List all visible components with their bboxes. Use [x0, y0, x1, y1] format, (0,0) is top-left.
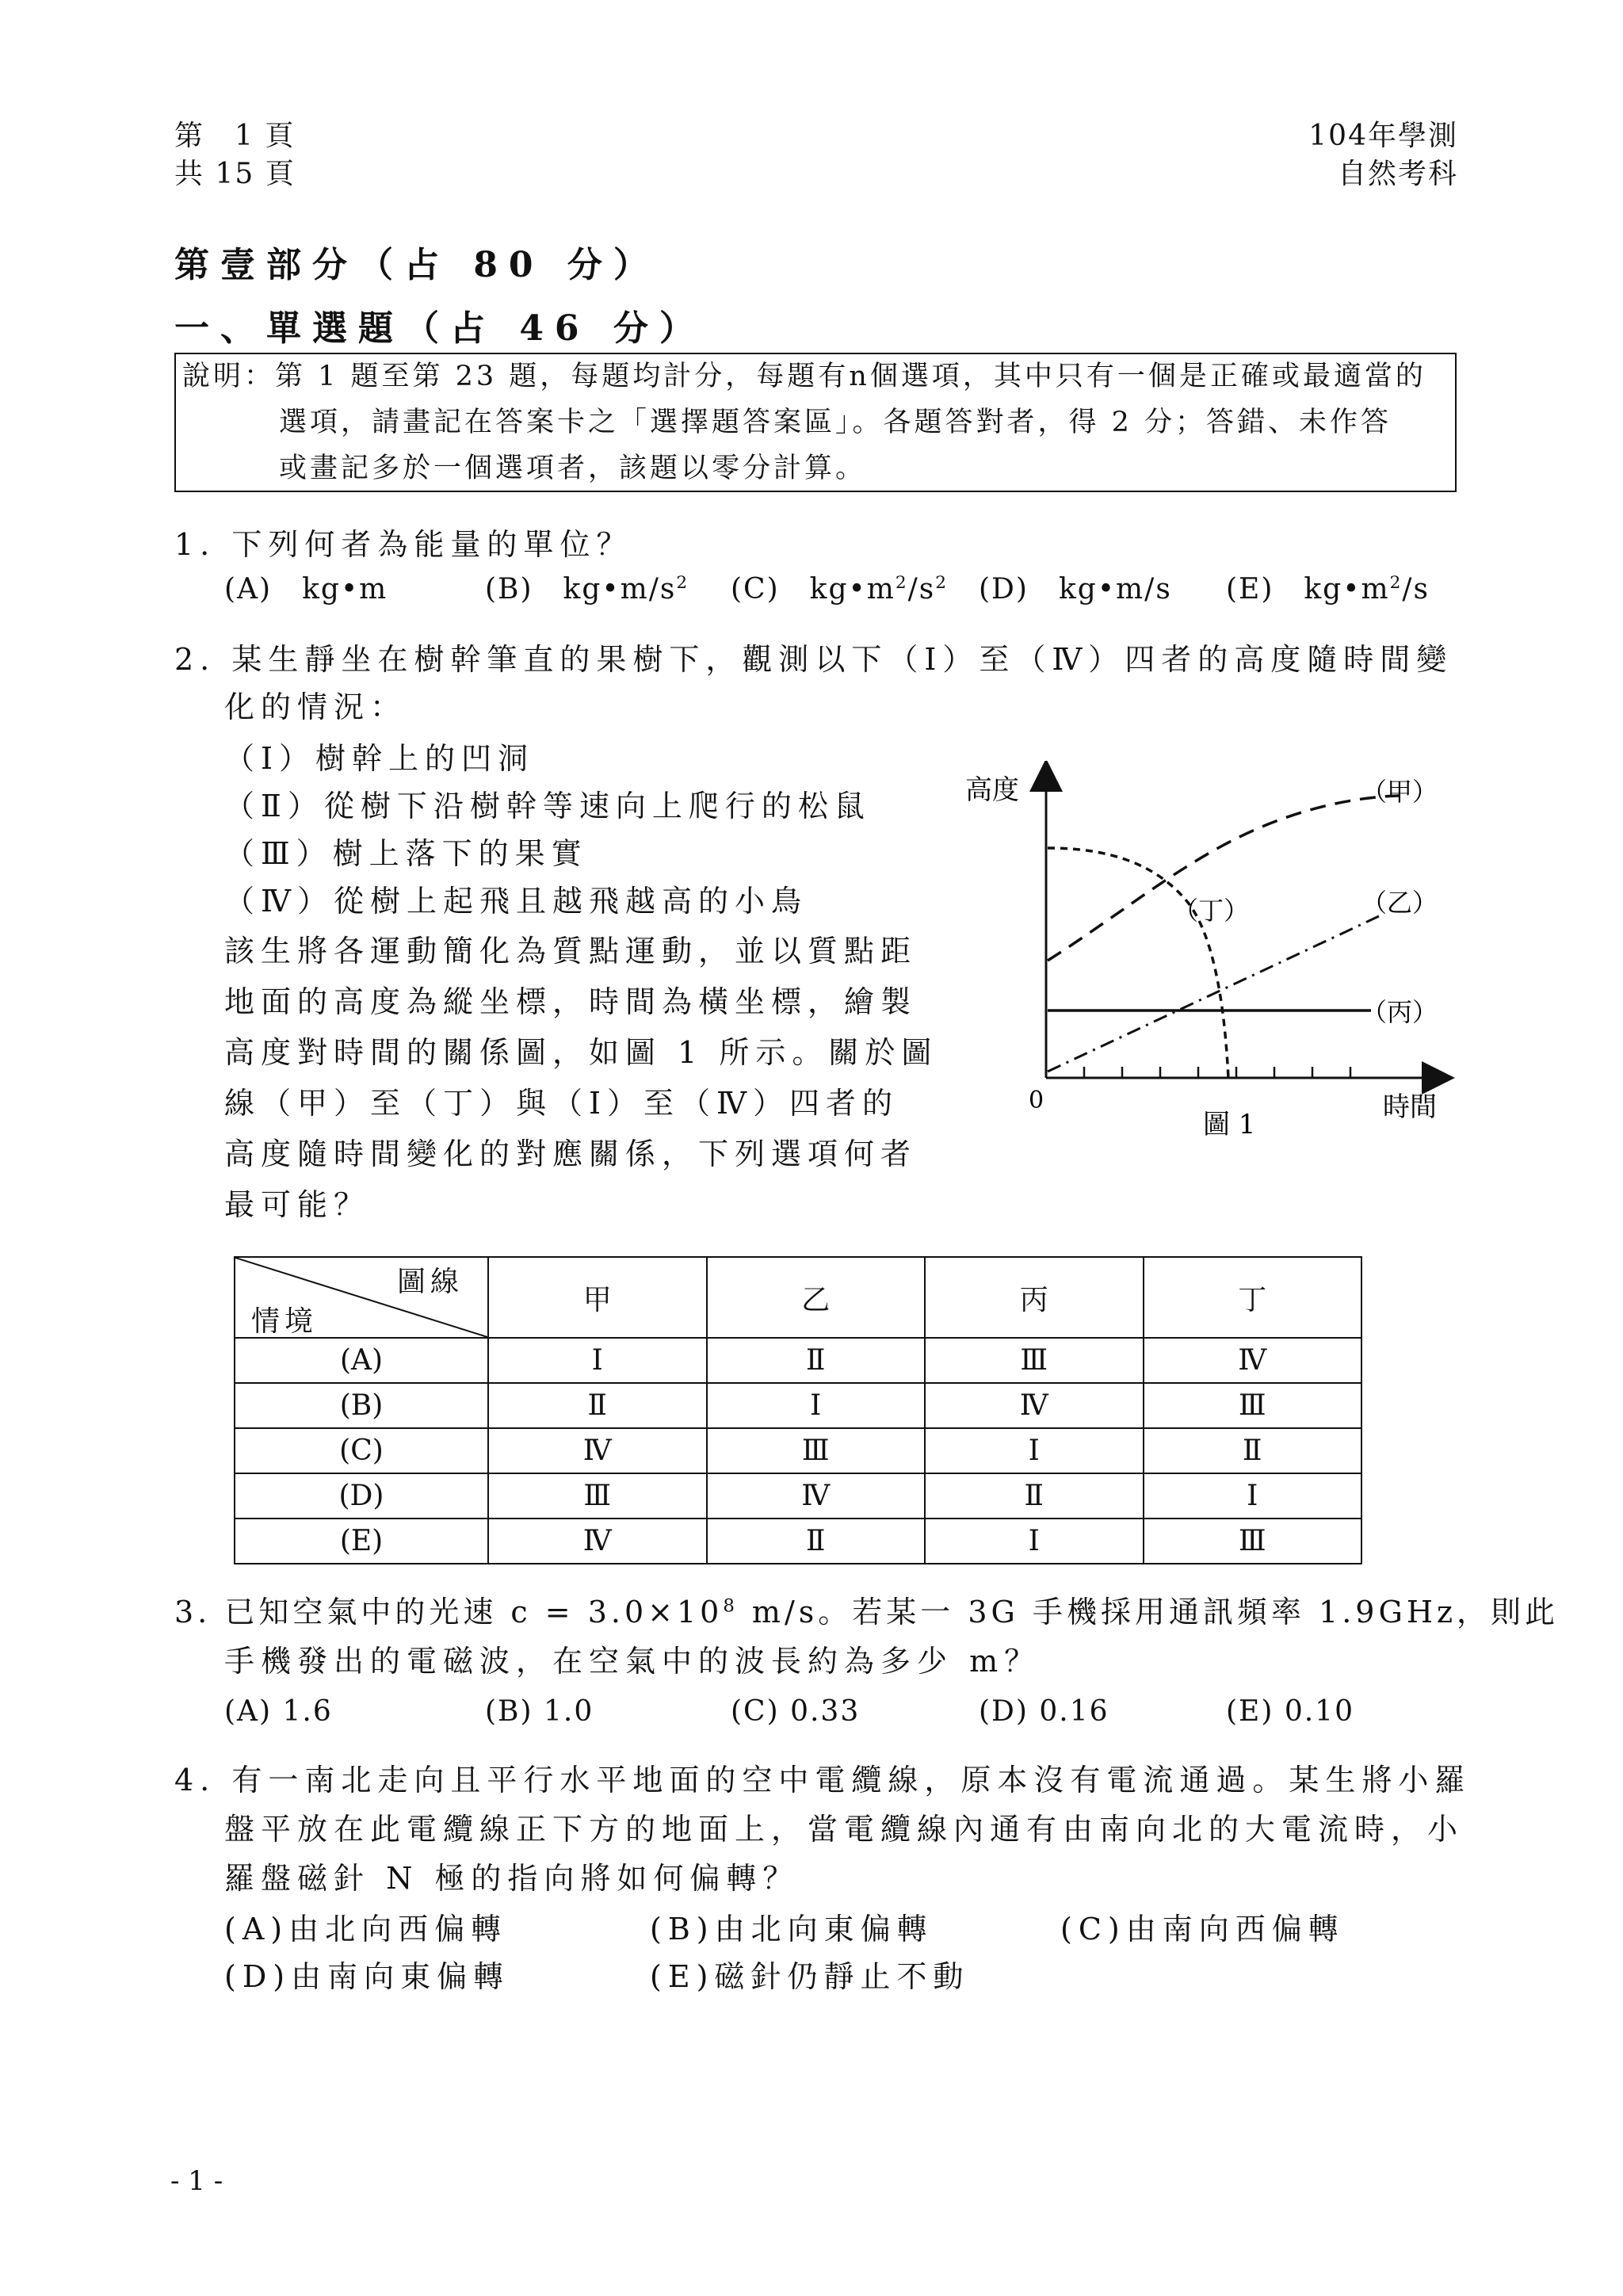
- x-axis-label: 時間: [1383, 1091, 1437, 1123]
- table-header-jia: 甲: [488, 1257, 707, 1338]
- table-cell: Ⅳ: [925, 1383, 1144, 1428]
- table-cell: Ⅲ: [1144, 1519, 1362, 1564]
- q2-item-2: （Ⅱ）從樹下沿樹幹等速向上爬行的松鼠: [224, 789, 871, 823]
- q4-option-d: (D)由南向東偏轉: [224, 1959, 510, 1994]
- table-cell: Ⅲ: [1144, 1383, 1362, 1428]
- table-cell: Ⅳ: [488, 1519, 707, 1564]
- table-row: [235, 1519, 1361, 1564]
- corner-label-curve: 圖線: [396, 1266, 464, 1298]
- table-header-yi: 乙: [707, 1257, 926, 1338]
- q1-option-c: (C) $kg•m^2/s^2$: [731, 573, 948, 606]
- table-cell: Ⅲ: [488, 1473, 707, 1519]
- q2-para-line-5: 高度隨時間變化的對應關係，下列選項何者: [224, 1137, 918, 1171]
- q4-option-c: (C)由南向西偏轉: [1060, 1912, 1345, 1946]
- q2-item-1: （Ⅰ）樹幹上的凹洞: [224, 741, 535, 776]
- curve-label-bing: （丙）: [1361, 997, 1438, 1027]
- q1-option-d: (D) kg•m/s: [979, 573, 1172, 606]
- table-cell: Ⅰ: [1144, 1473, 1362, 1519]
- q3-option-a: (A) 1.6: [224, 1695, 333, 1728]
- table-cell: Ⅰ: [488, 1338, 707, 1383]
- table-cell: Ⅰ: [925, 1428, 1144, 1473]
- q2-para-line-2: 地面的高度為縱坐標，時間為橫坐標，繪製: [224, 984, 918, 1019]
- table-header-ding: 丁: [1144, 1257, 1362, 1338]
- row-label: (D): [235, 1473, 488, 1519]
- x-axis-ticks: [1084, 1067, 1350, 1078]
- row-label: (C): [235, 1428, 488, 1473]
- q2-stem-line-2: 化的情況：: [224, 690, 407, 724]
- row-label: (B): [235, 1383, 488, 1428]
- row-label: (A): [235, 1338, 488, 1383]
- corner-label-scenario: 情境: [251, 1305, 319, 1338]
- table-row: [235, 1428, 1361, 1473]
- q3-option-d: (D) 0.16: [979, 1695, 1109, 1728]
- table-cell: Ⅱ: [1144, 1428, 1362, 1473]
- table-cell: Ⅰ: [925, 1519, 1144, 1564]
- q4-stem-line-3: 羅盤磁針 N 極的指向將如何偏轉？: [224, 1861, 800, 1896]
- q2-answer-table: [234, 1256, 1362, 1564]
- table-corner-cell: [235, 1257, 488, 1338]
- q2-para-line-4: 線（甲）至（丁）與（Ⅰ）至（Ⅳ）四者的: [224, 1086, 899, 1121]
- table-cell: Ⅳ: [488, 1428, 707, 1473]
- q4-option-a: (A)由北向西偏轉: [224, 1912, 508, 1946]
- q3-option-e: (E) 0.10: [1226, 1695, 1354, 1728]
- q1-stem: 1. 下列何者為能量的單位？: [174, 527, 633, 562]
- table-row: [235, 1383, 1361, 1428]
- table-cell: Ⅲ: [925, 1338, 1144, 1383]
- curve-label-yi: （乙）: [1361, 888, 1438, 918]
- curve-yi: [1048, 916, 1379, 1072]
- q2-para-line-6: 最可能？: [224, 1187, 371, 1222]
- table-cell: Ⅳ: [1144, 1338, 1362, 1383]
- q4-stem-line-1: 4. 有一南北走向且平行水平地面的空中電纜線，原本沒有電流通過。某生將小羅: [174, 1763, 1472, 1797]
- row-label: (E): [235, 1519, 488, 1564]
- footer-page-number: - 1 -: [170, 2165, 223, 2197]
- q2-stem-line-1: 2. 某生靜坐在樹幹筆直的果樹下，觀測以下（Ⅰ）至（Ⅳ）四者的高度隨時間變: [174, 642, 1453, 677]
- table-cell: Ⅲ: [707, 1428, 926, 1473]
- q4-option-b: (B)由北向東偏轉: [650, 1912, 934, 1946]
- page-number-label: 第 1 頁: [174, 120, 296, 152]
- q2-para-line-1: 該生將各運動簡化為質點運動，並以質點距: [224, 934, 918, 968]
- q3-option-b: (B) 1.0: [485, 1695, 594, 1728]
- instructions-line-1: 說明：第 1 題至第 23 題，每題均計分，每題有n個選項，其中只有一個是正確或最適當的: [182, 361, 1426, 392]
- total-pages-label: 共 15 頁: [174, 158, 296, 190]
- instructions-line-3: 或畫記多於一個選項者，該題以零分計算。: [279, 453, 867, 484]
- part-title: 第壹部分（占 80 分）: [174, 245, 659, 285]
- q3-stem-line-1: 3. 已知空氣中的光速 $c = 3.0\times 10^8$ m/s。若某一 3G 手機採用通訊頻率 1.9GHz，則此: [174, 1595, 1559, 1629]
- curve-label-ding: （丁）: [1173, 896, 1250, 926]
- exam-name: 104年學測: [1308, 120, 1458, 152]
- section-title: 一、單選題（占 46 分）: [174, 308, 705, 349]
- curve-jia: [1048, 796, 1399, 961]
- q3-option-c: (C) 0.33: [731, 1695, 861, 1728]
- origin-label: 0: [1029, 1087, 1044, 1114]
- q2-para-line-3: 高度對時間的關係圖，如圖 1 所示。關於圖: [224, 1035, 938, 1070]
- q4-stem-line-2: 盤平放在此電纜線正下方的地面上，當電纜線內通有由南向北的大電流時，小: [224, 1812, 1465, 1847]
- table-row: [235, 1338, 1361, 1383]
- subject-name: 自然考科: [1337, 158, 1458, 190]
- instructions-line-2: 選項，請畫記在答案卡之「選擇題答案區」。各題答對者，得 2 分；答錯、未作答: [279, 407, 1392, 438]
- q1-option-e: (E) $kg•m^2/s$: [1226, 573, 1430, 606]
- curve-ding: [1048, 848, 1228, 1078]
- table-cell: Ⅰ: [707, 1383, 926, 1428]
- table-cell: Ⅱ: [707, 1338, 926, 1383]
- instructions-box: [174, 353, 1457, 492]
- q1-option-b: (B) $kg•m/s^2$: [485, 573, 689, 606]
- table-cell: Ⅳ: [707, 1473, 926, 1519]
- table-row: [235, 1473, 1361, 1519]
- q3-stem-line-2: 手機發出的電磁波，在空氣中的波長約為多少 m？: [224, 1644, 1041, 1679]
- table-cell: Ⅱ: [925, 1473, 1144, 1519]
- figure-1-graph: [951, 761, 1458, 1157]
- q2-item-3: （Ⅲ）樹上落下的果實: [224, 836, 588, 871]
- table-cell: Ⅱ: [707, 1519, 926, 1564]
- q2-item-4: （Ⅳ）從樹上起飛且越飛越高的小鳥: [224, 884, 808, 919]
- table-cell: Ⅱ: [488, 1383, 707, 1428]
- q4-option-e: (E)磁針仍靜止不動: [650, 1959, 970, 1994]
- table-header-bing: 丙: [925, 1257, 1144, 1338]
- q1-option-a: (A) kg•m: [224, 573, 388, 606]
- figure-caption: 圖 1: [1203, 1109, 1256, 1140]
- y-axis-label: 高度: [965, 774, 1019, 806]
- curve-label-jia: （甲）: [1361, 777, 1438, 807]
